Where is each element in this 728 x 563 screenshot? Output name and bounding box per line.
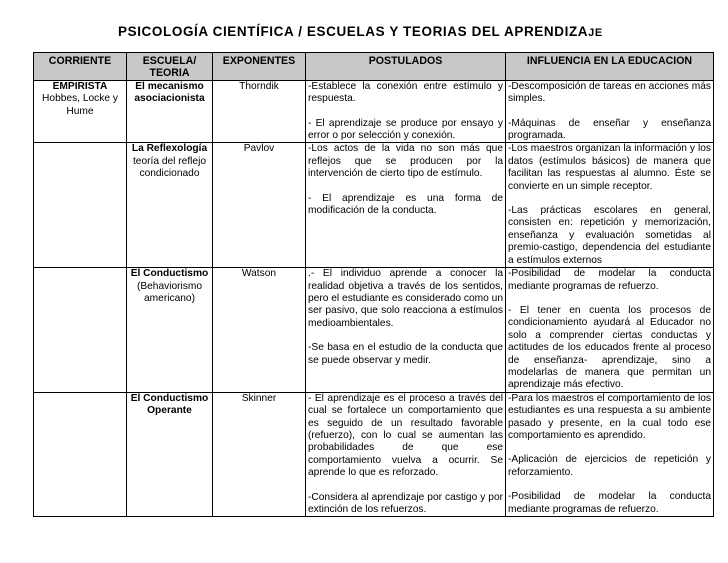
cell-escuela: [127, 80, 213, 143]
cell-exponente: Pavlov: [213, 143, 306, 268]
cell-influencia: [506, 143, 714, 268]
cell-influencia: [506, 268, 714, 393]
influencia-text: - El tener en cuenta los procesos de condicionamiento ayudará al Educador no solo a comprender ciertas conductas y actitudes de los educados frente al proceso de enseñanza- aprendizaje, sino a modelarlas de manera que permitan un aprendizaje más efectivo.: [508, 304, 711, 391]
header-escuela: ESCUELA/ TEORIA: [127, 53, 213, 81]
postulado-text: -Se basa en el estudio de la conducta que se puede observar y medir.: [308, 342, 503, 366]
header-exponentes: EXPONENTES: [213, 53, 306, 81]
document-title: [118, 24, 603, 39]
postulado-text: - El aprendizaje se produce por ensayo y error o por selección y conexión.: [308, 117, 503, 142]
influencia-text: -Las prácticas escolares en general, consisten en: repetición y memorización, enseñanza y evaluación sometidas al premio-castigo, dependencia del estudiante a estímulos externos: [508, 205, 711, 266]
influencia-text: -Para los maestros el comportamiento de los estudiantes es una respuesta a su ambiente pasado y presente, en la cual todo ese comportamiento es aprendido.: [508, 392, 711, 441]
cell-postulados: [306, 143, 506, 268]
table-row: [34, 80, 714, 143]
corriente-authors: Hobbes, Locke y Hume: [42, 93, 118, 117]
cell-corriente: [34, 392, 127, 517]
cell-corriente: [34, 143, 127, 268]
title-suffix: JE: [588, 27, 603, 39]
influencia-text: -Aplicación de ejercicios de repetición y reforzamiento.: [508, 454, 711, 478]
postulado-text: - El aprendizaje es el proceso a través del cual se fortalece un comportamiento que es seguido de un resultado favorable (refuerzo), con lo cual se aumentan las probabilidades de que ese comportamiento vuelva a ocurrir. Se aprende lo que es reforzado.: [308, 392, 503, 479]
cell-postulados: [306, 80, 506, 143]
influencia-text: -Posibilidad de modelar la conducta mediante programas de refuerzo.: [508, 491, 711, 515]
influencia-text: -Posibilidad de modelar la conducta mediante programas de refuerzo.: [508, 268, 711, 292]
header-postulados: POSTULADOS: [306, 53, 506, 81]
influencia-text: -Descomposición de tareas en acciones más simples.: [508, 80, 711, 105]
escuela-name: La Reflexología: [131, 143, 208, 155]
escuela-name: El Conductismo: [130, 268, 209, 280]
postulado-text: -Considera al aprendizaje por castigo y por extinción de los refuerzos.: [308, 491, 503, 515]
cell-escuela: [127, 268, 213, 393]
header-influencia: INFLUENCIA EN LA EDUCACION: [506, 53, 714, 81]
postulado-text: -Establece la conexión entre estímulo y respuesta.: [308, 80, 503, 105]
influencia-text: -Máquinas de enseñar y enseñanza programada.: [508, 117, 711, 142]
postulado-text: - El aprendizaje es una forma de modificación de la conducta.: [308, 192, 503, 217]
cell-influencia: [506, 80, 714, 143]
table-row: [34, 143, 714, 268]
header-corriente: CORRIENTE: [34, 53, 127, 81]
learning-theories-table: [33, 52, 714, 517]
postulado-text: .- El individuo aprende a conocer la realidad objetiva a través de los sentidos, pero el estudiante es considerado como un ser pasivo, que solo reacciona a estímulos medioambientales.: [308, 268, 503, 329]
escuela-subtitle: (Behaviorismo americano): [136, 280, 203, 304]
cell-escuela: [127, 392, 213, 517]
table-row: [34, 268, 714, 393]
cell-postulados: [306, 268, 506, 393]
escuela-name: El Conductismo Operante: [130, 392, 209, 417]
cell-influencia: [506, 392, 714, 517]
influencia-text: -Los maestros organizan la información y los datos (estímulos básicos) de manera que facilitan las respuestas al alumno. Éste se convierte en un simple receptor.: [508, 143, 711, 192]
escuela-name: El mecanismo asociacionista: [134, 80, 205, 105]
cell-exponente: Skinner: [213, 392, 306, 517]
escuela-subtitle: teoría del reflejo condicionado: [132, 155, 207, 180]
cell-corriente: [34, 80, 127, 143]
cell-escuela: [127, 143, 213, 268]
cell-corriente: [34, 268, 127, 393]
table-row: [34, 392, 714, 517]
cell-exponente: Watson: [213, 268, 306, 393]
postulado-text: -Los actos de la vida no son más que reflejos que se producen por la intervención de cierto tipo de estímulo.: [308, 143, 503, 180]
table-header: [34, 53, 714, 81]
corriente-name: EMPIRISTA: [52, 80, 108, 92]
cell-postulados: [306, 392, 506, 517]
title-main: PSICOLOGÍA CIENTÍFICA / ESCUELAS Y TEORIAS DEL APRENDIZA: [118, 24, 589, 39]
cell-exponente: Thorndik: [213, 80, 306, 143]
